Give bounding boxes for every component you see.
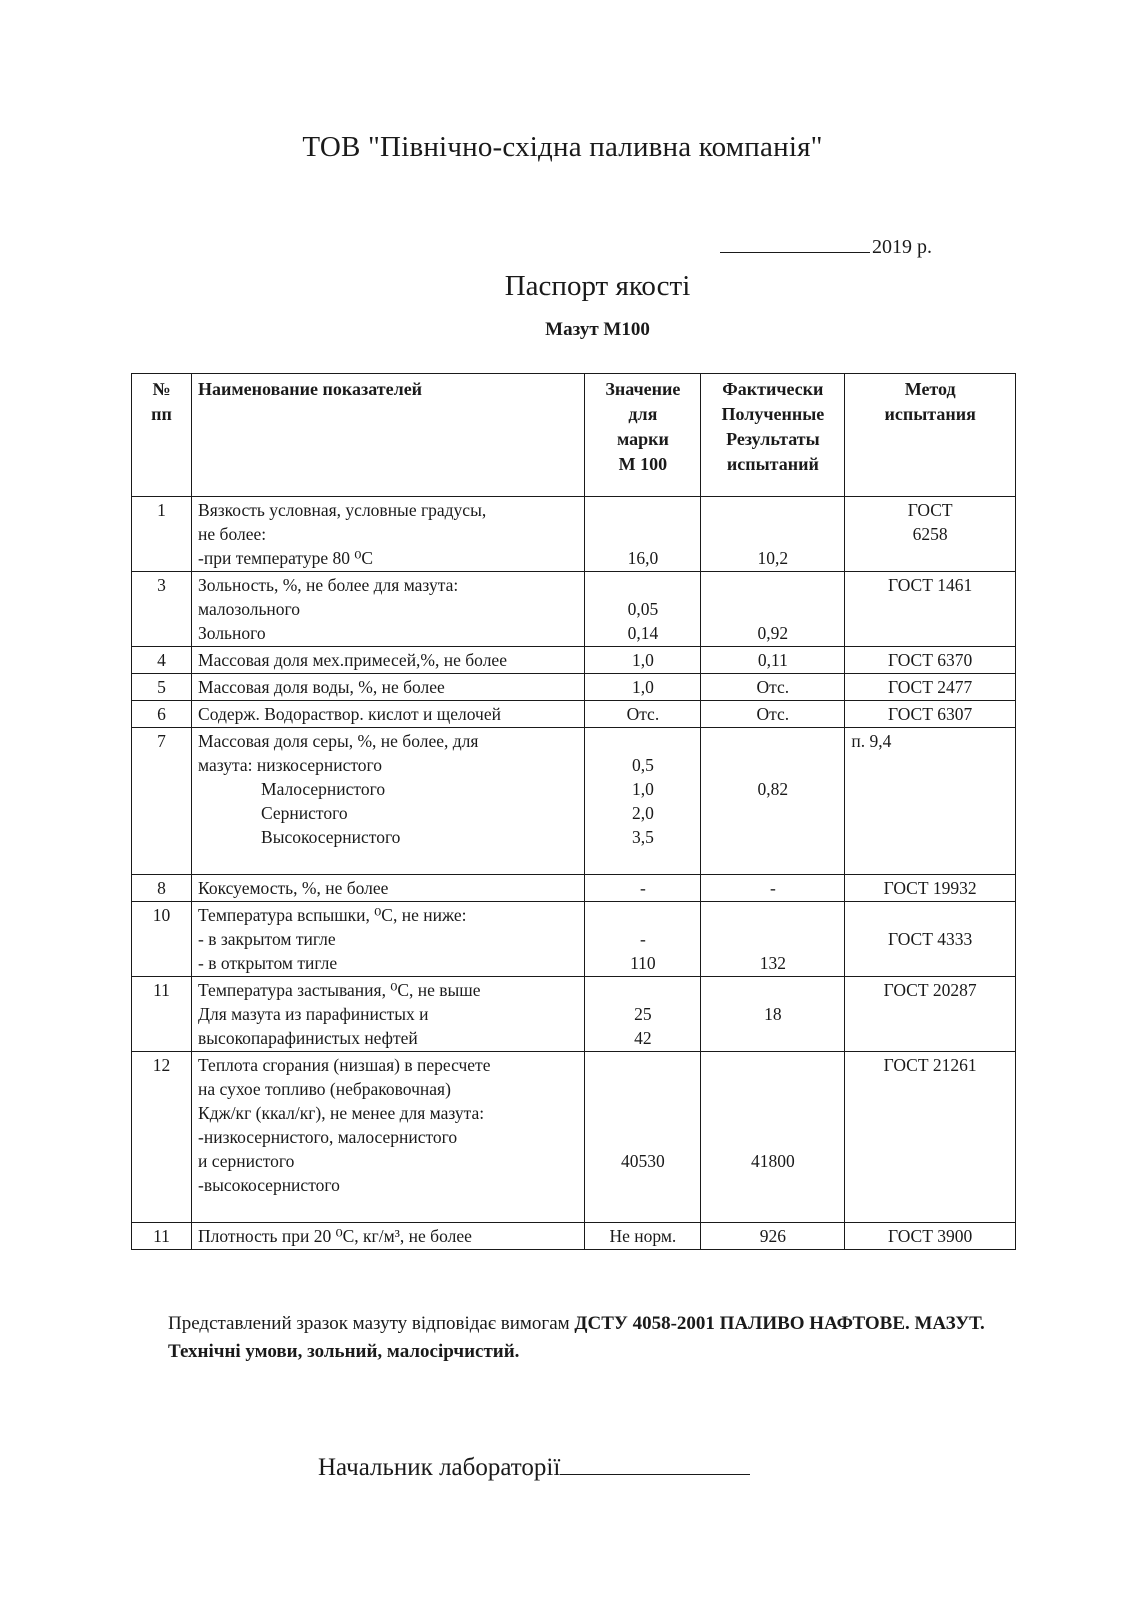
actual-result-cell (701, 977, 845, 1052)
actual-result-cell (701, 674, 845, 701)
table-row (132, 1223, 1016, 1250)
signature-blank-line (560, 1450, 750, 1475)
norm-value-line (591, 498, 694, 522)
actual-result-cell (701, 701, 845, 728)
header-norm-value (585, 374, 701, 497)
actual-result-line (707, 1197, 838, 1221)
header-test-method (845, 374, 1016, 497)
row-number: 4 (132, 647, 192, 674)
norm-value-cell (585, 977, 701, 1052)
actual-result-line (707, 1101, 838, 1125)
parameter-name-cell (192, 902, 585, 977)
test-method-line: ГОСТ 1461 (888, 575, 973, 595)
row-number: 10 (132, 902, 192, 977)
norm-value-line: 40530 (621, 1151, 665, 1171)
norm-value-cell (585, 497, 701, 572)
table-body (132, 497, 1016, 1250)
actual-result-cell (701, 1223, 845, 1250)
parameter-name-line: Малосернистого (261, 779, 386, 799)
norm-value-line (591, 1173, 694, 1197)
header-value-line: Значение (605, 379, 681, 399)
test-method-cell (845, 902, 1016, 977)
norm-value-line: 0,14 (627, 623, 659, 643)
actual-result-cell (701, 647, 845, 674)
actual-result-cell (701, 497, 845, 572)
parameter-name-cell (192, 674, 585, 701)
test-method-line: ГОСТ 19932 (883, 878, 977, 898)
norm-value-line: - (639, 878, 646, 898)
norm-value-line (591, 978, 694, 1002)
quality-parameters-table (131, 373, 1016, 1250)
test-method-line: 6258 (912, 524, 948, 544)
norm-value-cell (585, 1223, 701, 1250)
norm-value-line: 0,5 (631, 755, 654, 775)
norm-value-line: Отс. (626, 704, 660, 724)
header-number-line: № (152, 379, 171, 399)
header-value-line: М 100 (618, 454, 668, 474)
actual-result-cell (701, 728, 845, 875)
parameter-name-line: Содерж. Водораствор. кислот и щелочей (198, 704, 501, 724)
test-method-cell (845, 497, 1016, 572)
row-number: 7 (132, 728, 192, 875)
actual-result-line (707, 522, 838, 546)
norm-value-line (591, 1101, 694, 1125)
header-actual-line: испытаний (726, 454, 819, 474)
test-method-cell (845, 728, 1016, 875)
test-method-line: ГОСТ 2477 (888, 677, 973, 697)
header-actual-line: Фактически (722, 379, 824, 399)
company-name: ТОВ "Північно-східна паливна компанія" (302, 131, 823, 163)
norm-value-line: Не норм. (609, 1226, 677, 1246)
table-row (132, 674, 1016, 701)
table-row (132, 728, 1016, 875)
signature-block (318, 1450, 750, 1482)
norm-value-line (591, 573, 694, 597)
table-row (132, 572, 1016, 647)
norm-value-cell (585, 875, 701, 902)
actual-result-line (707, 927, 838, 951)
actual-result-line (707, 1077, 838, 1101)
actual-result-cell (701, 902, 845, 977)
test-method-line: ГОСТ 6370 (888, 650, 973, 670)
parameter-name-line: Высокосернистого (261, 827, 401, 847)
actual-result-line (707, 573, 838, 597)
parameter-name-line: Температура вспышки, ⁰С, не ниже: (198, 905, 467, 925)
test-method-cell (845, 1052, 1016, 1223)
actual-result-line: 926 (759, 1226, 786, 1246)
test-method-cell (845, 1223, 1016, 1250)
header-actual-line: Полученные (721, 404, 825, 424)
conclusion-standard: ДСТУ 4058-2001 ПАЛИВО НАФТОВЕ. МАЗУТ. Технічні умови, зольний, малосірчистий. (168, 1313, 985, 1362)
actual-result-cell (701, 572, 845, 647)
actual-result-cell (701, 1052, 845, 1223)
parameter-name-line: - в открытом тигле (198, 953, 338, 973)
table-row (132, 1052, 1016, 1223)
actual-result-line: 41800 (750, 1151, 795, 1171)
test-method-cell (845, 701, 1016, 728)
parameter-name-line: Температура застывания, ⁰С, не выше (198, 980, 481, 1000)
document-title: Паспорт якості (504, 270, 691, 302)
actual-result-line: Отс. (756, 704, 790, 724)
parameter-name-line: малозольного (198, 599, 301, 619)
norm-value-cell (585, 647, 701, 674)
norm-value-line (591, 1053, 694, 1077)
norm-value-cell (585, 902, 701, 977)
actual-result-line (707, 801, 838, 825)
parameter-name-line: -высокосернистого (198, 1175, 340, 1195)
header-method-line: испытания (884, 404, 976, 424)
header-value-line: для (628, 404, 658, 424)
parameter-name-line: не более: (198, 524, 267, 544)
table-header-row (132, 374, 1016, 497)
test-method-line: ГОСТ 4333 (888, 929, 973, 949)
header-actual-line: Результаты (726, 429, 820, 449)
date-blank-line (720, 232, 870, 253)
actual-result-line (707, 1125, 838, 1149)
actual-result-cell (701, 875, 845, 902)
norm-value-line: - (639, 929, 646, 949)
parameter-name-cell (192, 1052, 585, 1223)
parameter-name-cell (192, 875, 585, 902)
parameter-name-cell (192, 497, 585, 572)
actual-result-line (707, 753, 838, 777)
parameter-name-cell (192, 728, 585, 875)
norm-value-line (591, 729, 694, 753)
actual-result-line: 18 (764, 1004, 782, 1024)
parameter-name-line: высокопарафинистых нефтей (198, 1028, 418, 1048)
product-name: Мазут М100 (545, 319, 650, 340)
row-number: 11 (132, 1223, 192, 1250)
row-number: 5 (132, 674, 192, 701)
parameter-name-line: Теплота сгорания (низшая) в пересчете (198, 1055, 491, 1075)
actual-result-line: - (769, 878, 776, 898)
header-value-line: марки (616, 429, 669, 449)
document-date (720, 232, 932, 259)
norm-value-line (591, 849, 694, 873)
test-method-line (851, 903, 1009, 927)
actual-result-line: 132 (759, 953, 786, 973)
norm-value-cell (585, 728, 701, 875)
parameter-name-line (198, 1197, 578, 1221)
norm-value-cell (585, 674, 701, 701)
parameter-name-line: мазута: низкосернистого (198, 755, 383, 775)
header-number (132, 374, 192, 497)
table-row (132, 875, 1016, 902)
parameter-name-cell (192, 1223, 585, 1250)
actual-result-line: 0,82 (757, 779, 789, 799)
parameter-name-line: Зольность, %, не более для мазута: (198, 575, 459, 595)
actual-result-line: 10,2 (757, 548, 789, 568)
table-row (132, 977, 1016, 1052)
parameter-name-line: на сухое топливо (небраковочная) (198, 1079, 451, 1099)
norm-value-line: 110 (630, 953, 656, 973)
norm-value-line (591, 522, 694, 546)
row-number: 3 (132, 572, 192, 647)
table-row (132, 497, 1016, 572)
test-method-line: ГОСТ 20287 (883, 980, 977, 1000)
norm-value-line: 3,5 (631, 827, 654, 847)
actual-result-line (707, 597, 838, 621)
norm-value-line: 1,0 (631, 650, 654, 670)
conclusion-plain: Представлений зразок мазуту відповідає вимогам (168, 1313, 575, 1334)
row-number: 6 (132, 701, 192, 728)
parameter-name-line: Плотность при 20 ⁰С, кг/м³, не более (198, 1226, 472, 1246)
header-parameter-name: Наименование показателей (192, 374, 585, 497)
test-method-cell (845, 977, 1016, 1052)
parameter-name-line: Зольного (198, 623, 266, 643)
row-number: 11 (132, 977, 192, 1052)
actual-result-line: 0,11 (757, 650, 788, 670)
actual-result-line (707, 849, 838, 873)
row-number: 8 (132, 875, 192, 902)
test-method-line: ГОСТ (907, 500, 953, 520)
actual-result-line (707, 1026, 838, 1050)
header-number-line: пп (151, 404, 172, 424)
test-method-cell (845, 572, 1016, 647)
norm-value-line: 16,0 (627, 548, 659, 568)
test-method-line: ГОСТ 3900 (888, 1226, 973, 1246)
norm-value-cell (585, 1052, 701, 1223)
norm-value-line: 2,0 (631, 803, 654, 823)
parameter-name-cell (192, 701, 585, 728)
parameter-name-line: Коксуемость, %, не более (198, 878, 389, 898)
date-year: 2019 р. (872, 236, 932, 258)
actual-result-line (707, 903, 838, 927)
parameter-name-line: Кдж/кг (ккал/кг), не менее для мазута: (198, 1103, 485, 1123)
actual-result-line (707, 978, 838, 1002)
parameter-name-line: Массовая доля мех.примесей,%, не более (198, 650, 507, 670)
parameter-name-cell (192, 977, 585, 1052)
norm-value-line (591, 1197, 694, 1221)
test-method-line: п. 9,4 (851, 731, 892, 751)
signature-label: Начальник лабораторії (318, 1454, 561, 1481)
norm-value-cell (585, 572, 701, 647)
row-number: 12 (132, 1052, 192, 1223)
norm-value-line (591, 903, 694, 927)
norm-value-cell (585, 701, 701, 728)
actual-result-line (707, 825, 838, 849)
parameter-name-line: Сернистого (261, 803, 348, 823)
parameter-name-line: - в закрытом тигле (198, 929, 336, 949)
test-method-line: ГОСТ 6307 (888, 704, 973, 724)
actual-result-line (707, 498, 838, 522)
header-method-line: Метод (904, 379, 956, 399)
norm-value-line (591, 1077, 694, 1101)
test-method-line: ГОСТ 21261 (883, 1055, 977, 1075)
parameter-name-line: и сернистого (198, 1151, 295, 1171)
parameter-name-line: Массовая доля воды, %, не более (198, 677, 445, 697)
actual-result-line: Отс. (756, 677, 790, 697)
test-method-cell (845, 674, 1016, 701)
norm-value-line: 0,05 (627, 599, 659, 619)
header-actual-results (701, 374, 845, 497)
norm-value-line: 25 (634, 1004, 652, 1024)
norm-value-line (591, 1125, 694, 1149)
conclusion-text (168, 1310, 998, 1366)
actual-result-line (707, 729, 838, 753)
parameter-name-cell (192, 647, 585, 674)
parameter-name-line: Для мазута из парафинистых и (198, 1004, 429, 1024)
test-method-cell (845, 875, 1016, 902)
actual-result-line: 0,92 (757, 623, 789, 643)
parameter-name-line: -при температуре 80 ⁰С (198, 548, 374, 568)
parameter-name-line: Массовая доля серы, %, не более, для (198, 731, 479, 751)
norm-value-line: 1,0 (631, 779, 654, 799)
table-row (132, 701, 1016, 728)
row-number: 1 (132, 497, 192, 572)
table-row (132, 902, 1016, 977)
parameter-name-line: Вязкость условная, условные градусы, (198, 500, 487, 520)
norm-value-line: 42 (634, 1028, 652, 1048)
test-method-cell (845, 647, 1016, 674)
parameter-name-line (198, 849, 578, 873)
actual-result-line (707, 1173, 838, 1197)
actual-result-line (707, 1053, 838, 1077)
norm-value-line: 1,0 (631, 677, 654, 697)
parameter-name-cell (192, 572, 585, 647)
parameter-name-line: -низкосернистого, малосернистого (198, 1127, 458, 1147)
table-row (132, 647, 1016, 674)
